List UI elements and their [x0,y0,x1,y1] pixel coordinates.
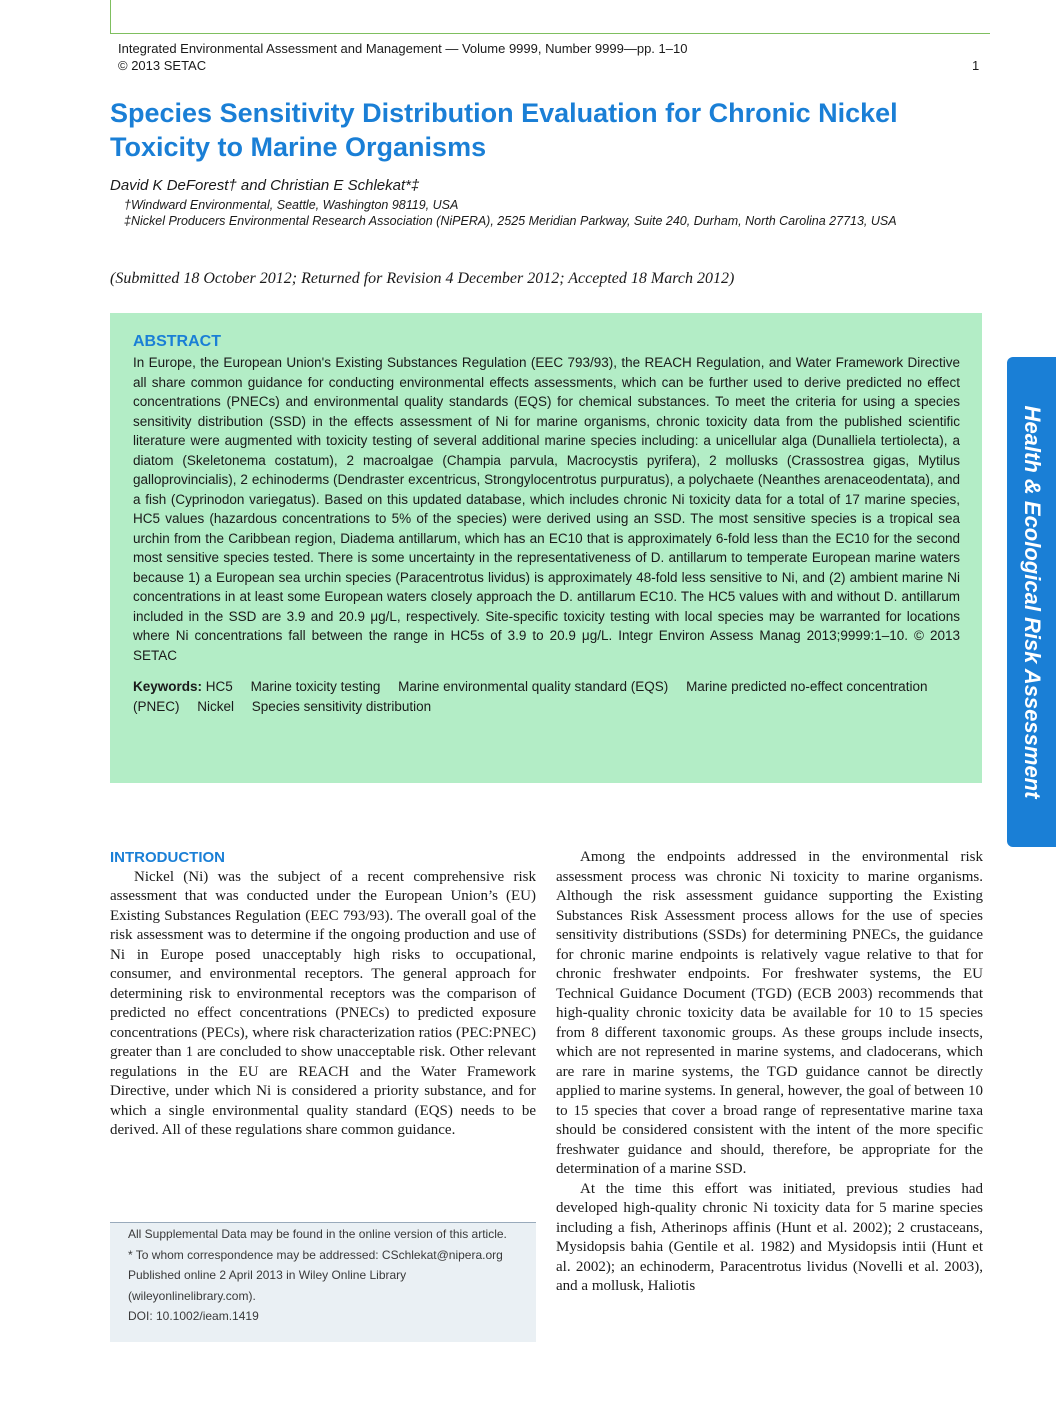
abstract-text [133,353,960,665]
column-right [556,848,983,1297]
introduction-paragraph-2: Among the endpoints addressed in the environmental risk assessment process was chronic Ni toxicity to marine organisms. Although the risk assessment guidance supporting the Existing Substances Risk Assessment process allows for the use of species sensitivity distributions (SSDs) for determining PNECs, the guidance for chronic marine endpoints is relatively vague relative to that for chronic freshwater endpoints. For freshwater systems, the EU Technical Guidance Document (TGD) (ECB 2003) recommends that high-quality chronic toxicity data be available for 10 to 15 species from 8 different taxonomic groups. As these groups include insects, which are not represented in marine systems, and cladocerans, which are rare in marine systems, the TGD guidance cannot be directly applied to marine systems. In general, however, the goal of between 10 to 15 species that cover a broad range of representative marine taxa should be considered consistent with the intent of the more specific freshwater guidance and should, therefore, be appropriate for the determination of a marine SSD. [556,849,983,1177]
keyword: Species sensitivity distribution [251,698,432,714]
keyword: HC5 [205,679,233,694]
affiliation-2: ‡Nickel Producers Environmental Research Association (NiPERA), 2525 Meridian Parkway, Suite 240, Durham, North Carolina 27713, USA [124,214,897,228]
journal-line: Integrated Environmental Assessment and Management — Volume 9999, Number 9999—pp. 1–10 [118,41,688,56]
corner-rule-vertical [110,0,111,34]
section-side-tab [1007,357,1056,847]
page-number: 1 [972,58,980,73]
footnote-box [110,1222,536,1342]
affiliation-1: †Windward Environmental, Seattle, Washington 98119, USA [124,198,459,212]
abstract-box [110,313,982,783]
keyword: Marine predicted no-effect concentration (PNEC) [133,679,928,714]
journal-header [118,40,687,74]
footnote-doi: DOI: 10.1002/ieam.1419 [128,1309,259,1323]
authors: David K DeForest† and Christian E Schlekat*‡ [110,177,420,194]
affiliations [124,197,974,229]
introduction-paragraph-1: Nickel (Ni) was the subject of a recent comprehensive risk assessment that was conducted under the European Union’s (EU) Existing Substances Regulation (EEC 793/93). The overall goal of the risk assessment was to determine if the ongoing production and use of Ni in Europe posed unacceptably high risks to occupational, consumer, and environmental receptors. The general approach for determining risk to environmental receptors was the comparison of predicted no effect concentrations (PNECs) to predicted exposure concentrations (PECs), where risk characterization ratios (PEC:PNEC) greater than 1 are concluded to show unacceptable risk. Other relevant regulations in the EU are REACH and the Water Framework Directive, under which Ni is considered a priority substance, and for which a single environmental quality standard (EQS) needs to be derived. All of these regulations share common guidance. [110,868,536,1138]
abstract-paragraph: In Europe, the European Union's Existing Substances Regulation (EEC 793/93), the REACH Regulation, and Water Framework Directive all share common guidance for conducting environmental effects assessments, which can be further used to derive predicted no effect concentrations (PNECs) and environmental quality standards (EQS) for chemical substances. To meet the criteria for using a species sensitivity distribution (SSD) in the effects assessment of Ni for marine organisms, chronic toxicity data from the published scientific literature were augmented with toxicity testing of several additional marine species including: a unicellular alga (Dunalliela tertiolecta), a diatom (Skeletonema costatum), 2 macroalgae (Champia parvula, Macrocystis pyrifera), 2 mollusks (Crassostrea gigas, Mytilus galloprovincialis), 2 echinoderms (Dendraster excentricus, Strongylocentrotus purpuratus), a polychaete (Neanthes arenaceodentata), and a fish (Cyprinodon variegatus). Based on this updated database, which includes chronic Ni toxicity data for a total of 17 marine species, HC5 values (hazardous concentrations to 5% of the species) were derived using an SSD. The most sensitive species is a tropical sea urchin from the Caribbean region, Diadema antillarum, which has an EC10 that is approximately 6-fold less than the EC10 for the second most sensitive species tested. There is some uncertainty in the representativeness of D. antillarum to temperate European marine waters because 1) a European sea urchin species (Paracentrotus lividus) is approximately 48-fold less sensitive to Ni, and (2) ambient marine Ni concentrations in at least some European waters closely approach the D. antillarum EC10. The HC5 values with and without D. antillarum included in the SSD are 3.9 and 20.9 μg/L, respectively. Site-specific toxicity testing with local species may be warranted for locations where Ni concentrations fall between the range in HC5s of 3.9 to 20.9 μg/L. Integr Environ Assess Manag 2013;9999:1–10. © 2013 SETAC [133,355,960,663]
footnote-correspondence: * To whom correspondence may be addressed: CSchlekat@nipera.org [128,1247,503,1262]
introduction-paragraph-3: At the time this effort was initiated, previous studies had developed high-quality chronic Ni toxicity data for 5 marine species including a fish, Atherinops affinis (Hunt et al. 2002); 2 crustaceans, Mysidopsis bahia (Gentile et al. 1982) and Mysidopsis intii (Hunt et al. 2002); an echinoderm, Paracentrotus lividus (Novelli et al. 2003), and a mollusk, Haliotis [556,1180,983,1294]
footnote-supplemental: All Supplemental Data may be found in the online version of this article. [128,1227,507,1241]
column-left [110,848,536,1141]
keywords [133,677,960,716]
footnote-separator [110,1222,536,1223]
introduction-heading: INTRODUCTION [110,849,225,866]
corner-rule-horizontal [110,33,990,34]
keywords-label: Keywords: [133,679,203,694]
footnote-published: Published online 2 April 2013 in Wiley Online Library [128,1268,407,1282]
article-title: Species Sensitivity Distribution Evaluation for Chronic Nickel Toxicity to Marine Organisms [110,98,898,162]
keyword: Marine environmental quality standard (EQS) [398,679,669,694]
abstract-heading: ABSTRACT [133,333,221,350]
copyright-line: © 2013 SETAC [118,58,207,73]
keyword: Marine toxicity testing [250,679,381,694]
keyword: Nickel [197,698,235,714]
footnote-library: (wileyonlinelibrary.com). [128,1288,256,1303]
submission-dates: (Submitted 18 October 2012; Returned for Revision 4 December 2012; Accepted 18 March 2012) [110,270,735,287]
side-tab-label: Health & Ecological Risk Assessment [1019,405,1045,799]
